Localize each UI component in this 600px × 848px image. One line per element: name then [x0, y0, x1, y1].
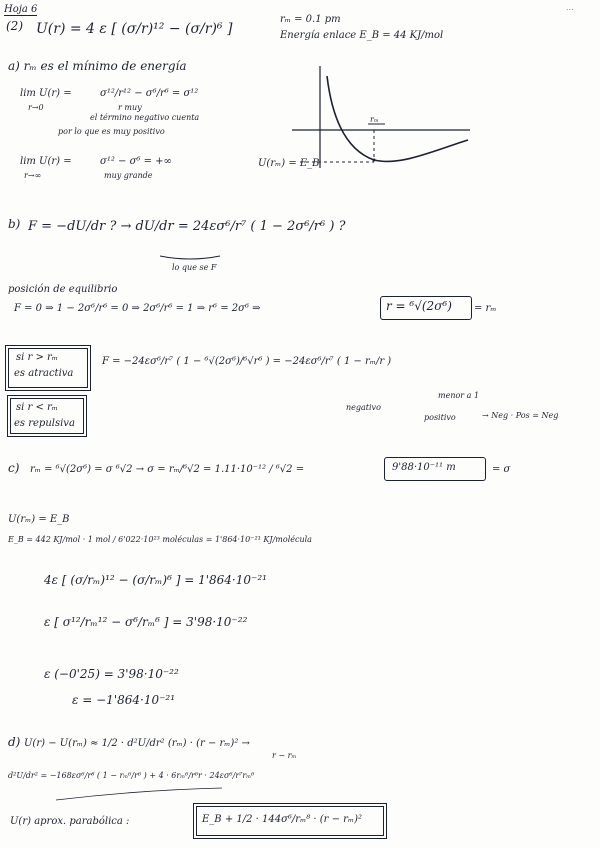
- potential-equation: U(r) = 4 ε [ (σ/r)¹² − (σ/r)⁶ ]: [36, 21, 233, 37]
- epsilon-equation-2: ε [ σ¹²/rₘ¹² − σ⁶/rₘ⁶ ] = 3'98·10⁻²²: [44, 615, 248, 629]
- force-equation: F = −dU/dr ? → dU/dr = 24εσ⁶/r⁷ ( 1 − 2σ⁶/r⁶ ) ?: [28, 219, 346, 234]
- parabolic-label: U(r) aprox. parabólica :: [10, 816, 130, 827]
- section-b-label: b): [8, 217, 21, 231]
- box-attractive-line1: si r > rₘ: [16, 352, 58, 363]
- graph-energy-label: U(rₘ) = E_B: [258, 158, 320, 169]
- parabolic-result: E_B + 1/2 · 144σ⁶/rₘ⁸ · (r − rₘ)²: [202, 814, 363, 825]
- sigma-result: 9'88·10⁻¹¹ m: [392, 462, 456, 473]
- bond-energy: Energía enlace E_B = 44 KJ/mol: [280, 30, 444, 41]
- box-attractive-line2: es atractiva: [14, 368, 74, 379]
- less-than-one-note: menor a 1: [438, 391, 480, 400]
- epsilon-equation-3: ε (−0'25) = 3'98·10⁻²²: [44, 667, 179, 681]
- sheet-label: Hoja 6: [4, 4, 38, 15]
- limit2-sub: r→∞: [24, 171, 42, 180]
- section-c-label: c): [8, 461, 20, 475]
- equilibrium-end: = rₘ: [474, 303, 497, 314]
- rm-value: rₘ = 0.1 pm: [280, 14, 341, 25]
- sign-rule: → Neg · Pos = Neg: [482, 411, 559, 420]
- positive-note: positivo: [424, 413, 456, 422]
- box-repulsive-line1: si r < rₘ: [16, 402, 58, 413]
- second-derivative: d²U/dr² = −168εσ⁶/r⁸ ( 1 − rₘ⁶/r⁶ ) + 4 · 6rₘ⁶/r⁶r · 24εσ⁶/r⁷rₘ⁶: [8, 771, 255, 780]
- corner-mark: ...: [566, 3, 574, 12]
- limit1-equation: σ¹²/r¹² − σ⁶/r⁶ = σ¹²: [100, 88, 199, 99]
- limit2-text: lim U(r) =: [20, 156, 72, 167]
- equilibrium-equation: F = 0 ⇒ 1 − 2σ⁶/r⁶ = 0 ⇒ 2σ⁶/r⁶ = 1 ⇒ r⁶ = 2σ⁶ ⇒: [14, 303, 261, 314]
- taylor-equation: U(r) − U(rₘ) ≈ 1/2 · d²U/dr² (rₘ) · (r − rₘ)² →: [24, 738, 250, 749]
- box-repulsive-line2: es repulsiva: [14, 418, 75, 429]
- limit1-note3: por lo que es muy positivo: [58, 127, 165, 136]
- sigma-equation: rₘ = ⁶√(2σ⁶) = σ ⁶√2 → σ = rₘ/⁶√2 = 1.11·10⁻¹² / ⁶√2 =: [30, 464, 305, 475]
- taylor-note: r − rₘ: [272, 751, 297, 760]
- section-d-label: d): [8, 735, 21, 749]
- limit1-text: lim U(r) =: [20, 88, 72, 99]
- limit2-equation: σ¹² − σ⁶ = +∞: [100, 156, 172, 167]
- limit2-note: muy grande: [104, 171, 153, 180]
- problem-number: (2): [6, 19, 23, 33]
- sigma-end: = σ: [492, 464, 511, 475]
- epsilon-equation-1: 4ε [ (σ/rₘ)¹² − (σ/rₘ)⁶ ] = 1'864·10⁻²¹: [44, 573, 267, 587]
- force-sign-equation: F = −24εσ⁶/r⁷ ( 1 − ⁶√(2σ⁶)/⁶√r⁶ ) = −24εσ⁶/r⁷ ( 1 − rₘ/r ): [102, 356, 392, 367]
- negative-note: negativo: [346, 403, 381, 412]
- limit1-sub: r→0: [28, 103, 44, 112]
- epsilon-result: ε = −1'864·10⁻²¹: [72, 693, 176, 707]
- equilibrium-heading: posición de equilibrio: [8, 284, 118, 295]
- eb-conversion: E_B = 442 KJ/mol · 1 mol / 6'022·10²³ moléculas = 1'864·10⁻²¹ KJ/molécula: [8, 535, 312, 544]
- limit1-note1: r muy: [118, 103, 142, 112]
- equilibrium-result: r = ⁶√(2σ⁶): [386, 299, 452, 313]
- limit1-note2: el término negativo cuenta: [90, 113, 200, 122]
- graph-rm-label: rₘ: [370, 115, 379, 124]
- section-a-label: a) rₘ es el mínimo de energía: [8, 59, 187, 73]
- force-note: lo que se F: [172, 263, 217, 272]
- u-rm-equation: U(rₘ) = E_B: [8, 514, 70, 525]
